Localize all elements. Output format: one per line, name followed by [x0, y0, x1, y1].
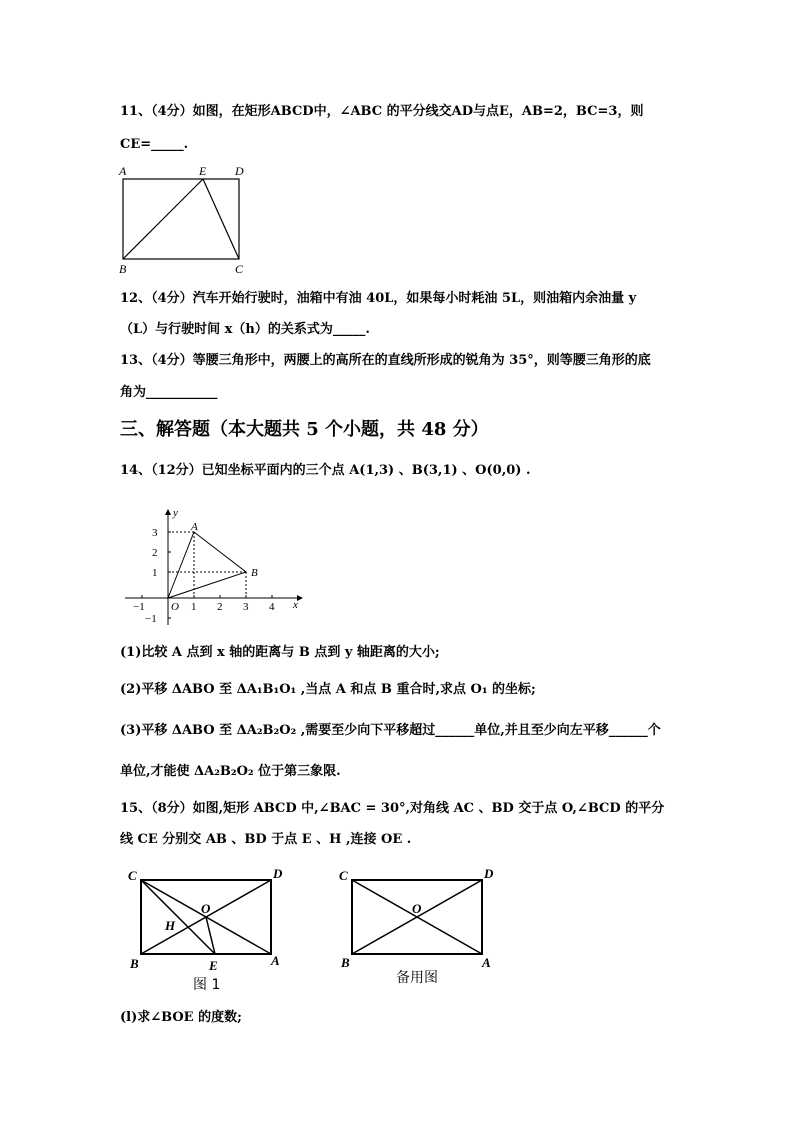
fig2-label-b: B [341, 955, 350, 970]
x-tick-label: 2 [217, 601, 223, 613]
y-tick-label: −1 [145, 613, 157, 625]
q15-part1: (l)求∠BOE 的度数; [120, 1010, 242, 1025]
fig1-label-c: C [128, 868, 137, 883]
q15-line2: 线 CE 分别交 AB 、BD 于点 E 、H ,连接 OE . [120, 832, 412, 847]
q13-line1: 13、（4分）等腰三角形中，两腰上的高所在的直线所形成的锐角为 35°，则等腰三角形的底 [120, 353, 651, 368]
q11-rectangle-figure [115, 160, 260, 278]
q12-line1: 12、（4分）汽车开始行驶时，油箱中有油 40L，如果每小时耗油 5L，则油箱内余油量 y [120, 291, 637, 306]
q14-part3-cont: 单位,才能使 ΔA₂B₂O₂ 位于第三象限. [120, 764, 341, 779]
q12-line2: （L）与行驶时间 x（h）的关系式为_____. [120, 322, 370, 337]
axis-x-label: x [293, 599, 298, 611]
q14-part3: (3)平移 ΔABO 至 ΔA₂B₂O₂ ,需要至少向下平移超过______单位,并且至少向左平移______个 [120, 723, 661, 738]
fig2-label-o: O [412, 901, 422, 916]
y-tick-label: 1 [152, 567, 158, 579]
fig1-label-d: D [273, 866, 283, 881]
label-e: E [199, 164, 207, 178]
label-b: B [119, 262, 127, 276]
point-b-label: B [251, 567, 258, 579]
q15-figure-1 [125, 862, 290, 992]
axis-y-label: y [173, 507, 178, 519]
origin-label: O [171, 601, 179, 613]
q15-line1: 15、（8分）如图,矩形 ABCD 中,∠BAC = 30°,对角线 AC 、BD 交于点 O,∠BCD 的平分 [120, 801, 665, 816]
q14-intro: 14、（12分）已知坐标平面内的三个点 A(1,3) 、B(3,1) 、O(0,0) . [120, 463, 531, 478]
x-tick-label: 4 [269, 601, 275, 613]
fig1-label-h: H [165, 918, 176, 933]
q11-line1: 11、（4分）如图，在矩形ABCD中，∠ABC 的平分线交AD与点E，AB=2，BC=3，则 [120, 104, 644, 119]
fig2-caption: 备用图 [396, 970, 438, 986]
fig1-label-a: A [271, 953, 280, 968]
label-c: C [235, 262, 244, 276]
section-heading: 三、解答题（本大题共 5 个小题，共 48 分） [120, 419, 489, 440]
y-tick-label: 2 [152, 547, 158, 559]
y-tick-label: 3 [152, 527, 158, 539]
fig2-label-d: D [484, 866, 494, 881]
q14-part2: (2)平移 ΔABO 至 ΔA₁B₁O₁ ,当点 A 和点 B 重合时,求点 O₁ 的坐标; [120, 682, 536, 697]
fig2-label-a: A [482, 955, 491, 970]
fig1-caption: 图 1 [193, 977, 221, 993]
x-tick-label: −1 [133, 601, 145, 613]
q14-part1: (1)比较 A 点到 x 轴的距离与 B 点到 y 轴距离的大小; [120, 645, 440, 660]
q11-line2: CE=_____. [120, 137, 189, 152]
label-a: A [119, 164, 127, 178]
fig1-label-o: O [201, 901, 211, 916]
q13-line2: 角为___________ [120, 385, 218, 400]
x-tick-label: 1 [191, 601, 197, 613]
fig2-label-c: C [339, 868, 348, 883]
q15-figure-backup [336, 862, 506, 992]
q14-coordinate-graph [125, 505, 310, 630]
point-a-label: A [191, 521, 198, 533]
fig1-label-b: B [130, 956, 139, 971]
x-tick-label: 3 [243, 601, 249, 613]
label-d: D [235, 164, 244, 178]
fig1-label-e: E [209, 958, 218, 973]
